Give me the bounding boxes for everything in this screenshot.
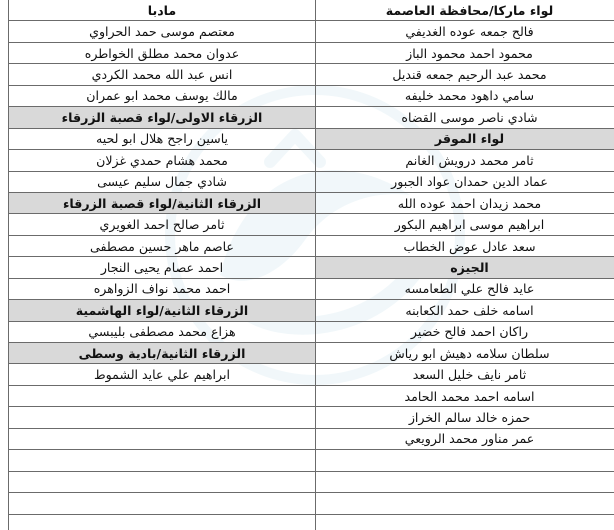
names-table-body xyxy=(9,0,614,530)
table-header-row xyxy=(9,0,614,21)
table-row xyxy=(9,450,614,471)
table-row xyxy=(9,21,614,42)
table-row xyxy=(9,214,614,235)
table-row xyxy=(9,514,614,530)
left-name-cell: انس عبد الله محمد الكردي xyxy=(9,64,316,85)
right-name-cell: محمد عبد الرحيم جمعه قنديل xyxy=(316,64,614,85)
table-row xyxy=(9,471,614,492)
table-row xyxy=(9,192,614,213)
left-empty-cell xyxy=(9,428,316,449)
right-name-cell: عماد الدين حمدان عواد الجبور xyxy=(316,171,614,192)
left-name-cell: ياسين راجح هلال ابو لحيه xyxy=(9,128,316,149)
table-row xyxy=(9,278,614,299)
right-empty-cell xyxy=(316,514,614,530)
right-name-cell: محمد زيدان احمد عوده الله xyxy=(316,192,614,213)
left-name-cell: ثامر صالح احمد الغويري xyxy=(9,214,316,235)
right-name-cell: ثامر نايف خليل السعد xyxy=(316,364,614,385)
right-empty-cell xyxy=(316,493,614,514)
left-name-cell: مالك يوسف محمد ابو عمران xyxy=(9,85,316,106)
left-section-header: الزرقاء الاولى/لواء قصبة الزرقاء xyxy=(9,107,316,128)
right-name-cell: ابراهيم موسى ابراهيم البكور xyxy=(316,214,614,235)
table-row xyxy=(9,407,614,428)
table-row xyxy=(9,493,614,514)
table-row xyxy=(9,343,614,364)
right-name-cell: شادي ناصر موسى القضاه xyxy=(316,107,614,128)
table-row xyxy=(9,64,614,85)
left-empty-cell xyxy=(9,450,316,471)
right-name-cell: فالح جمعه عوده الغديفي xyxy=(316,21,614,42)
left-section-header: الزرقاء الثانية/لواء الهاشمية xyxy=(9,300,316,321)
left-empty-cell xyxy=(9,471,316,492)
left-section-header: الزرقاء الثانية/لواء قصبة الزرقاء xyxy=(9,192,316,213)
right-name-cell: سعد عادل عوض الخطاب xyxy=(316,235,614,256)
right-name-cell: اسامه احمد محمد الحامد xyxy=(316,385,614,406)
right-name-cell: سلطان سلامه دهيش ابو رياش xyxy=(316,343,614,364)
right-empty-cell xyxy=(316,450,614,471)
table-row xyxy=(9,257,614,278)
right-name-cell: ثامر محمد درويش الغانم xyxy=(316,150,614,171)
left-empty-cell xyxy=(9,514,316,530)
left-name-cell: احمد عصام يحيى النجار xyxy=(9,257,316,278)
right-name-cell: راكان احمد فالح خضير xyxy=(316,321,614,342)
names-table xyxy=(8,0,614,530)
left-name-cell: هزاع محمد مصطفى بليبسي xyxy=(9,321,316,342)
right-name-cell: عمر مناور محمد الرويعي xyxy=(316,428,614,449)
left-empty-cell xyxy=(9,385,316,406)
table-row xyxy=(9,385,614,406)
table-row xyxy=(9,235,614,256)
table-row xyxy=(9,42,614,63)
right-name-cell: اسامه خلف حمد الكعابنه xyxy=(316,300,614,321)
right-name-cell: محمود احمد محمود الباز xyxy=(316,42,614,63)
table-row xyxy=(9,171,614,192)
table-row xyxy=(9,128,614,149)
marka-column-header: لواء ماركا/محافظة العاصمة xyxy=(316,0,614,21)
left-name-cell: محمد هشام حمدي غزلان xyxy=(9,150,316,171)
right-name-cell: عايد فالح علي الطعامسه xyxy=(316,278,614,299)
table-row xyxy=(9,150,614,171)
table-row xyxy=(9,364,614,385)
left-empty-cell xyxy=(9,493,316,514)
left-name-cell: عاصم ماهر حسين مصطفى xyxy=(9,235,316,256)
right-empty-cell xyxy=(316,471,614,492)
table-row xyxy=(9,300,614,321)
right-name-cell: سامي داهود محمد خليفه xyxy=(316,85,614,106)
right-name-cell: حمزه خالد سالم الخراز xyxy=(316,407,614,428)
table-row xyxy=(9,428,614,449)
left-name-cell: معتصم موسى حمد الحراوي xyxy=(9,21,316,42)
left-name-cell: ابراهيم علي عايد الشموط xyxy=(9,364,316,385)
table-row xyxy=(9,85,614,106)
left-section-header: الزرقاء الثانية/بادية وسطى xyxy=(9,343,316,364)
right-section-header: الجيزه xyxy=(316,257,614,278)
left-name-cell: احمد محمد نواف الزواهره xyxy=(9,278,316,299)
madaba-column-header: مادبا xyxy=(9,0,316,21)
left-name-cell: عدوان محمد مطلق الخواطره xyxy=(9,42,316,63)
right-section-header: لواء الموقر xyxy=(316,128,614,149)
left-empty-cell xyxy=(9,407,316,428)
table-row xyxy=(9,107,614,128)
left-name-cell: شادي جمال سليم عيسى xyxy=(9,171,316,192)
table-row xyxy=(9,321,614,342)
